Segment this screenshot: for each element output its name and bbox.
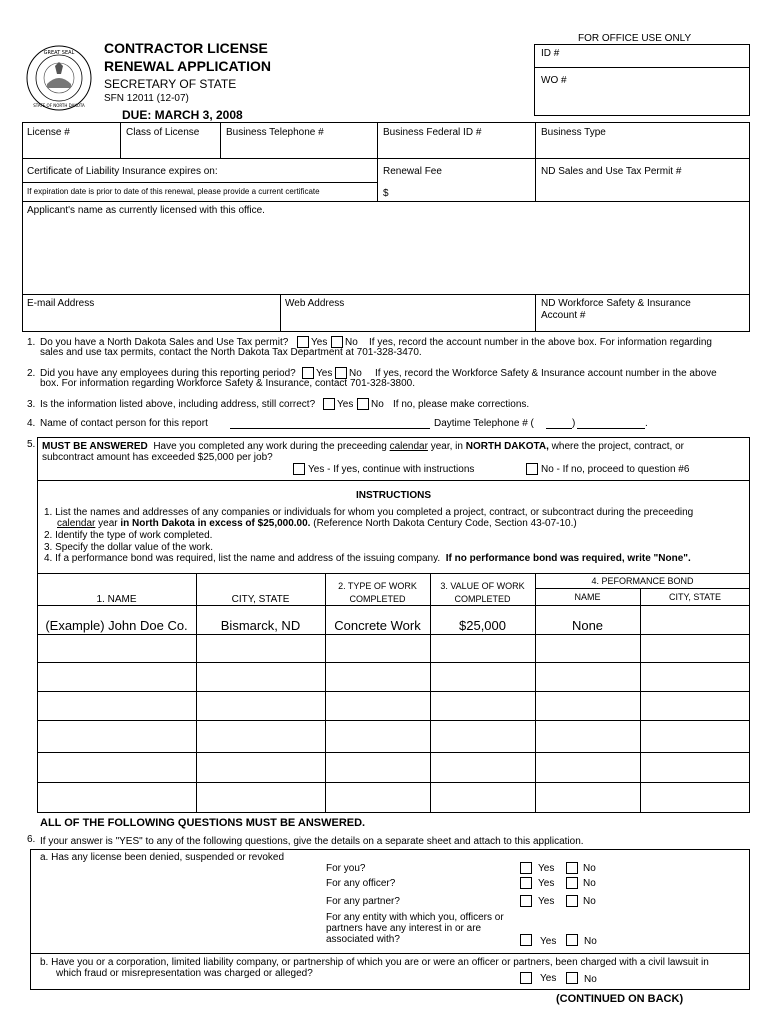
email-field[interactable]: E-mail Address (27, 298, 95, 309)
business-type-field[interactable]: Business Type (541, 127, 606, 138)
business-phone-field[interactable]: Business Telephone # (226, 127, 324, 138)
instruction-2: 2. Identify the type of work completed. (44, 530, 213, 541)
instruction-1: 1. List the names and addresses of any companies or individuals for whom you completed a project, contract, or subcontract during the preceeding (44, 507, 694, 518)
q6a-you-no-checkbox[interactable] (566, 862, 578, 874)
q2-number: 2. (27, 368, 36, 379)
q6a-officer-no-label: No (583, 878, 596, 889)
q6b-no-checkbox[interactable] (566, 972, 578, 984)
q2-line2: box. For information regarding Workforce Safety & Insurance, contact 701-328-3800. (40, 378, 416, 389)
q6a-partner-yes-checkbox[interactable] (520, 895, 532, 907)
license-number-field[interactable]: License # (27, 127, 70, 138)
example-city: Bismarck, ND (220, 618, 301, 633)
example-type: Concrete Work (334, 618, 421, 633)
q5-no-checkbox[interactable] (526, 463, 538, 475)
q4-phone-label: Daytime Telephone # ( (434, 418, 534, 429)
q6a-for-officer: For any officer? (326, 878, 396, 889)
q6a-label: a. Has any license been denied, suspended or revoked (40, 852, 285, 863)
q6a-officer-yes-label: Yes (538, 878, 555, 889)
agency-name: SECRETARY OF STATE (104, 77, 237, 91)
q6a-for-you: For you? (326, 863, 366, 874)
q1-number: 1. (27, 337, 36, 348)
q3-no-checkbox[interactable] (357, 398, 369, 410)
state-seal (25, 44, 93, 112)
col-header-bond-city: CITY, STATE (668, 592, 721, 602)
q6a-partner-no-checkbox[interactable] (566, 895, 578, 907)
q6b-label-1: b. Have you or a corporation, limited liability company, or partnership of which you are or were an officer or partners, been charged with a civil lawsuit in (40, 957, 709, 968)
q3-yes-checkbox[interactable] (323, 398, 335, 410)
q5-no-label: No - If no, proceed to question #6 (541, 464, 690, 475)
due-date: DUE: MARCH 3, 2008 (122, 108, 243, 122)
phone-area-input[interactable] (546, 428, 572, 429)
q4-text: Name of contact person for this report (40, 418, 208, 429)
q2-no-label: No (349, 368, 362, 379)
q6-intro: If your answer is "YES" to any of the following questions, give the details on a separate sheet and attach to this application. (40, 836, 584, 847)
col-header-value-1: 3. VALUE OF WORK (440, 581, 525, 591)
col-header-bond-name: NAME (574, 592, 601, 602)
form-number: SFN 12011 (12-07) (104, 93, 189, 104)
q3-yes-label: Yes (337, 399, 354, 410)
form-title-line2: RENEWAL APPLICATION (104, 58, 271, 74)
q6a-for-entity-2: partners have any interest in or are (326, 923, 482, 934)
wsi-account-field[interactable]: ND Workforce Safety & Insurance (541, 298, 691, 309)
license-class-field[interactable]: Class of License (126, 127, 200, 138)
office-wo-label: WO # (541, 75, 567, 86)
q4-paren: ) (572, 418, 576, 429)
q6a-entity-no-label: No (584, 936, 597, 947)
q6a-officer-no-checkbox[interactable] (566, 877, 578, 889)
q3-text: Is the information listed above, including address, still correct? (40, 399, 316, 410)
q4-number: 4. (27, 418, 36, 429)
q5-number: 5. (27, 439, 36, 450)
instruction-3: 3. Specify the dollar value of the work. (44, 542, 213, 553)
seal-top-text: GREAT SEAL (43, 50, 75, 56)
q2-yes-label: Yes (316, 368, 333, 379)
instructions-title: INSTRUCTIONS (356, 490, 431, 501)
web-address-field[interactable]: Web Address (285, 298, 345, 309)
q6b-no-label: No (584, 974, 597, 985)
q1-yes-label: Yes (311, 337, 328, 348)
q6a-for-entity-1: For any entity with which you, officers or (326, 912, 504, 923)
contact-person-input[interactable] (230, 428, 430, 429)
seal-bottom-text: STATE OF NORTH DAKOTA (33, 103, 85, 108)
q3-no-label: No (371, 399, 384, 410)
wsi-account-label2: Account # (541, 310, 586, 321)
col-header-type-2: COMPLETED (349, 594, 406, 604)
renewal-fee-field[interactable]: $ (383, 188, 389, 199)
col-header-type-1: 2. TYPE OF WORK (338, 581, 417, 591)
insurance-expiry-field[interactable]: Certificate of Liability Insurance expires on: (27, 166, 218, 177)
example-bond: None (571, 618, 604, 633)
q6a-entity-no-checkbox[interactable] (566, 934, 578, 946)
q6a-you-no-label: No (583, 863, 596, 874)
phone-number-input[interactable] (577, 428, 645, 429)
q5-line2: subcontract amount has exceeded $25,000 per job? (42, 452, 273, 463)
q6-number: 6. (27, 834, 36, 845)
applicant-name-field[interactable]: Applicant's name as currently licensed with this office. (27, 205, 265, 216)
q2-text: Did you have any employees during this reporting period? (40, 368, 296, 379)
q6b-label-2: which fraud or misrepresentation was charged or alleged? (56, 968, 313, 979)
office-id-label: ID # (541, 48, 560, 59)
q6a-officer-yes-checkbox[interactable] (520, 877, 532, 889)
col-header-name: 1. NAME (96, 594, 137, 605)
q1-line2: sales and use tax permits, contact the North Dakota Tax Department at 701-328-3470. (40, 347, 422, 358)
form-title-line1: CONTRACTOR LICENSE (104, 40, 268, 56)
q6a-entity-yes-label: Yes (540, 936, 557, 947)
continued-on-back: (CONTINUED ON BACK) (556, 993, 684, 1005)
col-header-value-2: COMPLETED (454, 594, 511, 604)
q6a-for-entity-3: associated with? (326, 934, 400, 945)
example-name: (Example) John Doe Co. (45, 618, 188, 633)
q6a-you-yes-checkbox[interactable] (520, 862, 532, 874)
q6a-partner-no-label: No (583, 896, 596, 907)
col-header-bond: 4. PEFORMANCE BOND (591, 576, 694, 586)
q5-text: MUST BE ANSWERED Have you completed any work during the preceeding calendar year, in NORTH DAKOTA, where the project, contract, or (42, 441, 684, 452)
q5-yes-checkbox[interactable] (293, 463, 305, 475)
instruction-4: 4. If a performance bond was required, list the name and address of the issuing company. If no performance bond was required, write "None". (44, 553, 691, 564)
q6a-for-partner: For any partner? (326, 896, 400, 907)
instruction-1-cont: calendar year in North Dakota in excess of $25,000.00. (Reference North Dakota Century Code, Section 43-07-10.) (57, 518, 577, 529)
q6a-entity-yes-checkbox[interactable] (520, 934, 532, 946)
tax-permit-field[interactable]: ND Sales and Use Tax Permit # (541, 166, 682, 177)
example-value: $25,000 (459, 618, 506, 633)
q6a-you-yes-label: Yes (538, 863, 555, 874)
q6b-yes-label: Yes (540, 973, 557, 984)
q2-rest: If yes, record the Workforce Safety & Insurance account number in the above (375, 368, 717, 379)
q4-period: . (645, 418, 648, 429)
q6b-yes-checkbox[interactable] (520, 972, 532, 984)
office-use-title: FOR OFFICE USE ONLY (578, 33, 692, 44)
insurance-note: If expiration date is prior to date of this renewal, please provide a current certificate (27, 187, 320, 196)
q5-yes-label: Yes - If yes, continue with instructions (308, 464, 475, 475)
section6-heading: ALL OF THE FOLLOWING QUESTIONS MUST BE ANSWERED. (40, 817, 366, 829)
q1-rest: If yes, record the account number in the above box. For information regarding (369, 337, 712, 348)
federal-id-field[interactable]: Business Federal ID # (383, 127, 482, 138)
q3-rest: If no, please make corrections. (393, 399, 530, 410)
renewal-fee-label: Renewal Fee (383, 166, 442, 177)
q6a-partner-yes-label: Yes (538, 896, 555, 907)
q3-number: 3. (27, 399, 36, 410)
q1-text: Do you have a North Dakota Sales and Use Tax permit? (40, 337, 289, 348)
col-header-city: CITY, STATE (231, 594, 290, 605)
q1-no-label: No (345, 337, 358, 348)
